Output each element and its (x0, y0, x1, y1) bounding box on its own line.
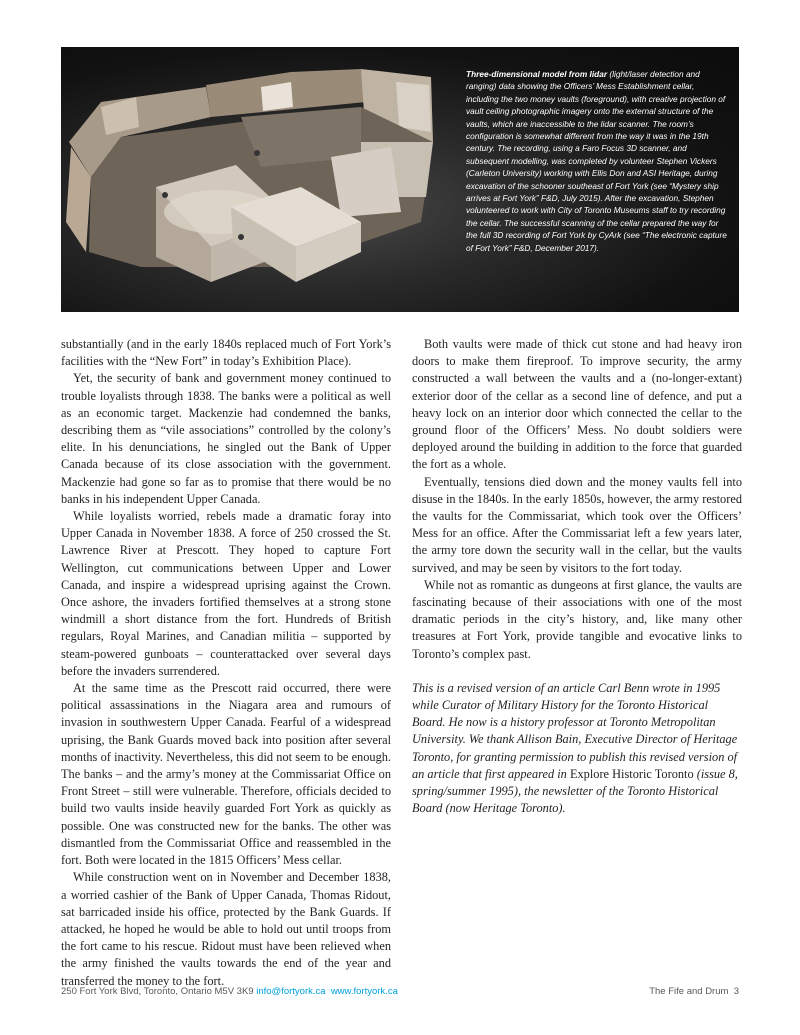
footer-address-line (61, 986, 398, 997)
footer-publication (649, 986, 739, 997)
note-publication-title: Explore Historic Toronto (569, 766, 694, 781)
figure-caption (466, 68, 728, 254)
paragraph: substantially (and in the early 1840s replaced much of Fort York’s facilities with the “New Fort” in today’s Exhibition Place). (61, 337, 391, 369)
footer-email-link[interactable]: info@fortyork.ca (256, 986, 326, 997)
footer-address: 250 Fort York Blvd, Toronto, Ontario M5V 3K9 (61, 986, 257, 997)
paragraph: Eventually, tensions died down and the money vaults fell into disuse in the 1840s. In the early 1850s, however, the army restored the vaults for the Commissariat, which took over the Officers’ Mess for an office. After the Commissariat left a few years later, the army tore down the security wall in the cellar, but the vaults survived, and may be seen by visitors to the fort today. (412, 474, 742, 575)
paragraph: Both vaults were made of thick cut stone and had heavy iron doors to make them fireproof. To improve security, the army constructed a wall between the vaults and a (no-longer-extant) exterior door of the cellar as a second line of defence, and put a heavy lock on an interior door which connected the cellar to the ground floor of the Officers’ Mess. No doubt soldiers were deployed around the building in addition to the force that guarded the fort as a whole. (412, 337, 742, 472)
paragraph: While construction went on in November and December 1838, a worried cashier of the Bank of Upper Canada, Thomas Ridout, sat barricaded inside his office, protected by the Bank Guards. If attacked, he hoped he would be able to hold out until troops from the fort came to his rescue. Ridout must have been relieved when the army finished the vaults towards the end of the year and transferred the money to the fort. (61, 870, 391, 988)
caption-body: (light/laser detection and ranging) data showing the Officers’ Mess Establishment cellar, including the two money vaults (foreground), with creative projection of vault ceiling photographic imagery onto the external structure of the vaults, which are inaccessible to the lidar scanner. The room’s configuration is somewhat different from the way it was in the 19th century. The recording, using a Faro Focus 3D scanner, and subsequent modelling, was completed by volunteer Stephen Vickers (Carleton University) working with Ellis Don and ASI Heritage, during excavation of the schooner southeast of Fort York (see “Mystery ship arrives at Fort York” F&D, July 2015). After the excavation, Stephen volunteered to work with City of Toronto Museums staff to try recording the cellar. The successful scanning of the cellar prepared the way for the full 3D recording of Fort York by CyArk (see “The electronic capture of Fort York” F&D, December 2017). (466, 69, 727, 253)
lidar-figure (61, 47, 739, 312)
paragraph: Yet, the security of bank and government money continued to trouble loyalists through 1838. The banks were a political as well as an economic target. Mackenzie had condemned the banks, describing them as “vile associations” controlled by the colony’s elite. In his denunciations, he singled out the Bank of Upper Canada because of its close association with the government. Mackenzie had gone so far as to promise that there would be no banks in his independent Upper Canada. (61, 371, 391, 506)
page-number: 3 (733, 986, 739, 997)
footer-website-link[interactable]: www.fortyork.ca (330, 986, 398, 997)
note-text: This is a revised version of an article Carl Benn wrote in 1995 while Curator of Military History for the Toronto Historical Board. He now is a history professor at Toronto Metropolitan University. We thank Allison Bain, Executive Director of Heritage Toronto, for granting permission to publish this revised version of an article that first appeared in (412, 680, 738, 781)
paragraph: At the same time as the Prescott raid occurred, there were political assassinations in the Niagara area and rumours of invasion in southwestern Upper Canada. Fearful of a widespread uprising, the Bank Guards moved back into position after several months of inactivity. Nevertheless, this did not seem to be enough. The banks – and the army’s money at the Commissariat Office on Front Street – still were vulnerable. Therefore, officials decided to build two vaults inside heavily guarded Fort York as quickly as possible. One was constructed new for the banks. The other was dismantled from the Commissariat Office and reassembled in the fort. Both were located in the 1815 Officers’ Mess cellar. (61, 681, 391, 868)
paragraph: While loyalists worried, rebels made a dramatic foray into Upper Canada in November 1838. A force of 250 crossed the St. Lawrence River at Prescott. They hoped to capture Fort Wellington, cut communications between Upper and Lower Canada, and inspire a widespread uprising against the Crown. Once ashore, the invaders fortified themselves at a strong stone windmill a short distance from the fort. Hundreds of British regulars, Royal Marines, and Canadian militia – supported by steam-powered gunboats – counterattacked over several days before the invaders surrendered. (61, 509, 391, 678)
caption-title: Three-dimensional model from lidar (466, 69, 608, 79)
left-column (61, 336, 391, 990)
publication-name: The Fife and Drum (649, 986, 729, 997)
editorial-note (412, 680, 742, 818)
page-footer (61, 986, 739, 1002)
right-column (412, 336, 742, 817)
note-text-end: (issue 8, spring/summer 1995), the newsletter of the Toronto Historical Board (now Heritage Toronto). (412, 766, 738, 816)
paragraph: While not as romantic as dungeons at first glance, the vaults are fascinating because of their associations with one of the most dramatic periods in the city’s history, and, like many other treasures at Fort York, provide tangible and evocative links to Toronto’s complex past. (412, 577, 742, 661)
